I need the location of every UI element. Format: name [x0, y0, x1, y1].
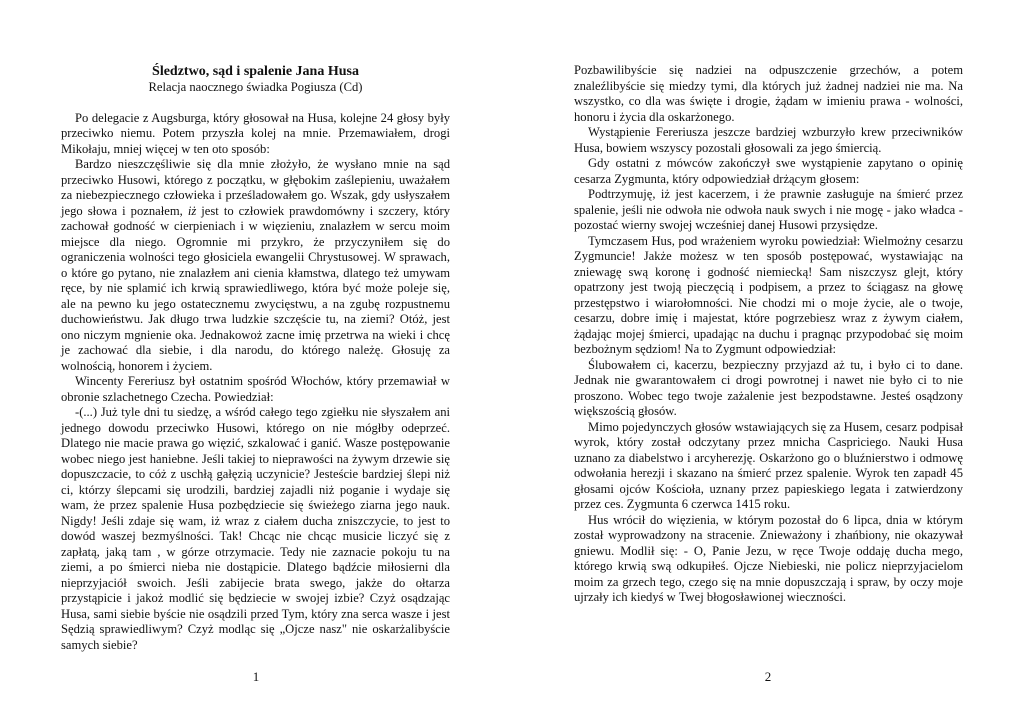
paragraph: Mimo pojedynczych głosów wstawiających się za Husem, cesarz podpisał wyrok, który został odczytany przez mnicha Caspriciego. Nauki Husa uznano za diabelstwo i arcyherezję. Oskarżono go o bluźnierstwo i odmowę odwołania herezji i skazano na śmierć przez spalenie. Wyrok ten zapadł 45 głosami ojców Kościoła, uznany przez papieskiego legata i zatwierdzony przez ces. Zygmunta 6 czerwca 1415 roku.	[574, 419, 963, 511]
right-text-column	[574, 63, 963, 606]
page-number: 2	[764, 669, 772, 684]
paragraph: Hus wrócił do więzienia, w którym pozostał do 6 lipca, dnia w którym został wyprowadzony na stracenie. Znieważony i zhańbiony, nie okazywał gniewu. Modlił się: - O, Panie Jezu, w ręce Twoje oddaję ducha mego, którego krwią swą odkupiłeś. Ojcze Niebieski, nie policz nieprzyjacielom moim za grzech tego, czego się na mnie dopuszczają i spraw, by oczy moje ujrzały ich kiedyś w Twej błogosławionej wieczności.	[574, 512, 963, 604]
paragraph-part: jest to człowiek prawdomówny i szczery, który zachował godność w cierpieniach i w więzieniu, znalazłem w sercu moim miejsce dla niego. Ogromnie mi przykro, że przyczyniłem się do ograniczenia wolności tego głosiciela ewangelii Chrystusowej. W sprawach, o które go pytano, nie znalazłem ani cienia kłamstwa, dlatego też umywam ręce, by nie splamić ich krwią sprawiedliwego, która być może poleje się, ale na pewno ku jego ostatecznemu zwycięstwu, a na zgubę rozpustnemu duchowieństwu. Jak długo trwa ludzkie szczęście tu, na ziemi? Otóż, jest ono niczym mgnienie oka. Jednakowoż zacne imię przetrwa na wieki i chcę je zachować dla siebie, i dla narodu, do którego należę. Głosuję za wolnością, honorem i życiem.	[61, 203, 450, 373]
paragraph: Tymczasem Hus, pod wrażeniem wyroku powiedział: Wielmożny cesarzu Zygmuncie! Jakże możesz w ten sposób postępować, wystawiając na zniewagę swą koronę i godność niemiecką! Sam niszczysz glejt, który opatrzony jest twoją pieczęcią i podpisem, a przez to ściągasz na głowę przestępstwo i wiarołomności. Nie chodzi mi o moje życie, ale o twoje, cesarzu, dobre imię i majestat, które pogrzebiesz wraz z żywym ciałem, żądając mojej śmierci, upadając na duchu i pragnąc przypodobać się moim bezbożnym sędziom! Na to Zygmunt odpowiedział:	[574, 233, 963, 356]
paragraph: -(...) Już tyle dni tu siedzę, a wśród całego tego zgiełku nie słyszałem ani jednego dowodu przeciwko Husowi, którego on nie mógłby odeprzeć. Dlatego nie macie prawa go więzić, szkalować i ganić. Wasze postępowanie wobec niego jest haniebne. Jeśli takiej to nieprawości na żywym drzewie się dopuszczacie, to cóż z uschłą gałęzią uczynicie? Jesteście bardziej ślepi niż ci, którzy ślepcami się urodzili, bardziej zajadli niż poganie i wydaje się wam, że przez spalenie Husa pozbędziecie się świeżego ziarna jego nauk. Nigdy! Jeśli zdaje się wam, iż wraz z ciałem ducha zniszczycie, to jest to dowód waszej bezmyślności. Tak! Chcąc nie chcąc musicie liczyć się z zapłatą, jaką tam , w górze otrzymacie. Tedy nie zaznacie pokoju tu na ziemi, a po śmierci nieba nie dostąpicie. Dlatego bądźcie miłosierni dla nieprzyjaciół swoich. Jeśli zabijecie brata swego, jakże do ołtarza przystąpicie i jakoż modlić się będziecie w swojej izbie? Czyż osądzając Husa, sami siebie byście nie osądzili przed Tym, który zna serca wasze i jest Sędzią sprawiedliwym? Czyż modląc się „Ojcze nasz" nie oskarżalibyście samych siebie?	[61, 405, 450, 652]
paragraph	[61, 157, 450, 374]
paragraph: Pozbawilibyście się nadziei na odpuszczenie grzechów, a potem znaleźlibyście się miedzy tymi, dla których już żadnej nadziei nie ma. Na wszystko, co dla was święte i drogie, żądam w imieniu prawa - wolności, honoru i życia dla oskarżonego.	[574, 63, 963, 124]
paragraph: Wystąpienie Fereriusza jeszcze bardziej wzburzyło krew przeciwników Husa, bowiem wszyscy pozostali głosowali za jego śmiercią.	[574, 125, 963, 155]
paragraph-part: Bardzo nieszczęśliwie się dla mnie złożyło, że wysłano mnie na sąd przeciwko Husowi, którego z początku, w głębokim zaślepieniu, uważałem za niebezpiecznego człowieka i prześladowałem go. Wszak, gdy usłyszałem jego słowa i poznałem,	[61, 157, 450, 218]
paragraph: Po delegacie z Augsburga, który głosował na Husa, kolejne 24 głosy były przeciwko niemu. Potem przyszła kolej na mnie. Przemawiałem, drogi Mikołaju, mniej więcej w ten oto sposób:	[61, 110, 450, 156]
right-page	[512, 0, 1024, 724]
page-number: 1	[252, 669, 260, 684]
left-text-column	[61, 63, 450, 653]
paragraph: Podtrzymuję, iż jest kacerzem, i że prawnie zasługuje na śmierć przez spalenie, jeśli nie odwoła nie odwoła nauk swych i nie mogę - jako władca - pozostać wierny swojej wcześniej danej Husowi przysiędze.	[574, 187, 963, 232]
paragraph: Gdy ostatni z mówców zakończył swe wystąpienie zapytano o opinię cesarza Zygmunta, który odpowiedział drżącym głosem:	[574, 156, 963, 186]
paragraph: Ślubowałem ci, kacerzu, bezpieczny przyjazd aż tu, i było ci to dane. Jednak nie gwarantowałem ci drogi powrotnej i nawet nie było ci to nie proszono. Wobec tego twoje zażalenie jest bezpodstawne. Jesteś osądzony większością głosów.	[574, 357, 963, 418]
page-subtitle: Relacja naocznego świadka Pogiusza (Cd)	[148, 80, 363, 94]
paragraph: Wincenty Fereriusz był ostatnim spośród Włochów, który przemawiał w obronie szlachetnego Czecha. Powiedział:	[61, 374, 450, 404]
page-title: Śledztwo, sąd i spalenie Jana Husa	[152, 64, 359, 79]
emphasis-word: iż	[187, 203, 197, 218]
